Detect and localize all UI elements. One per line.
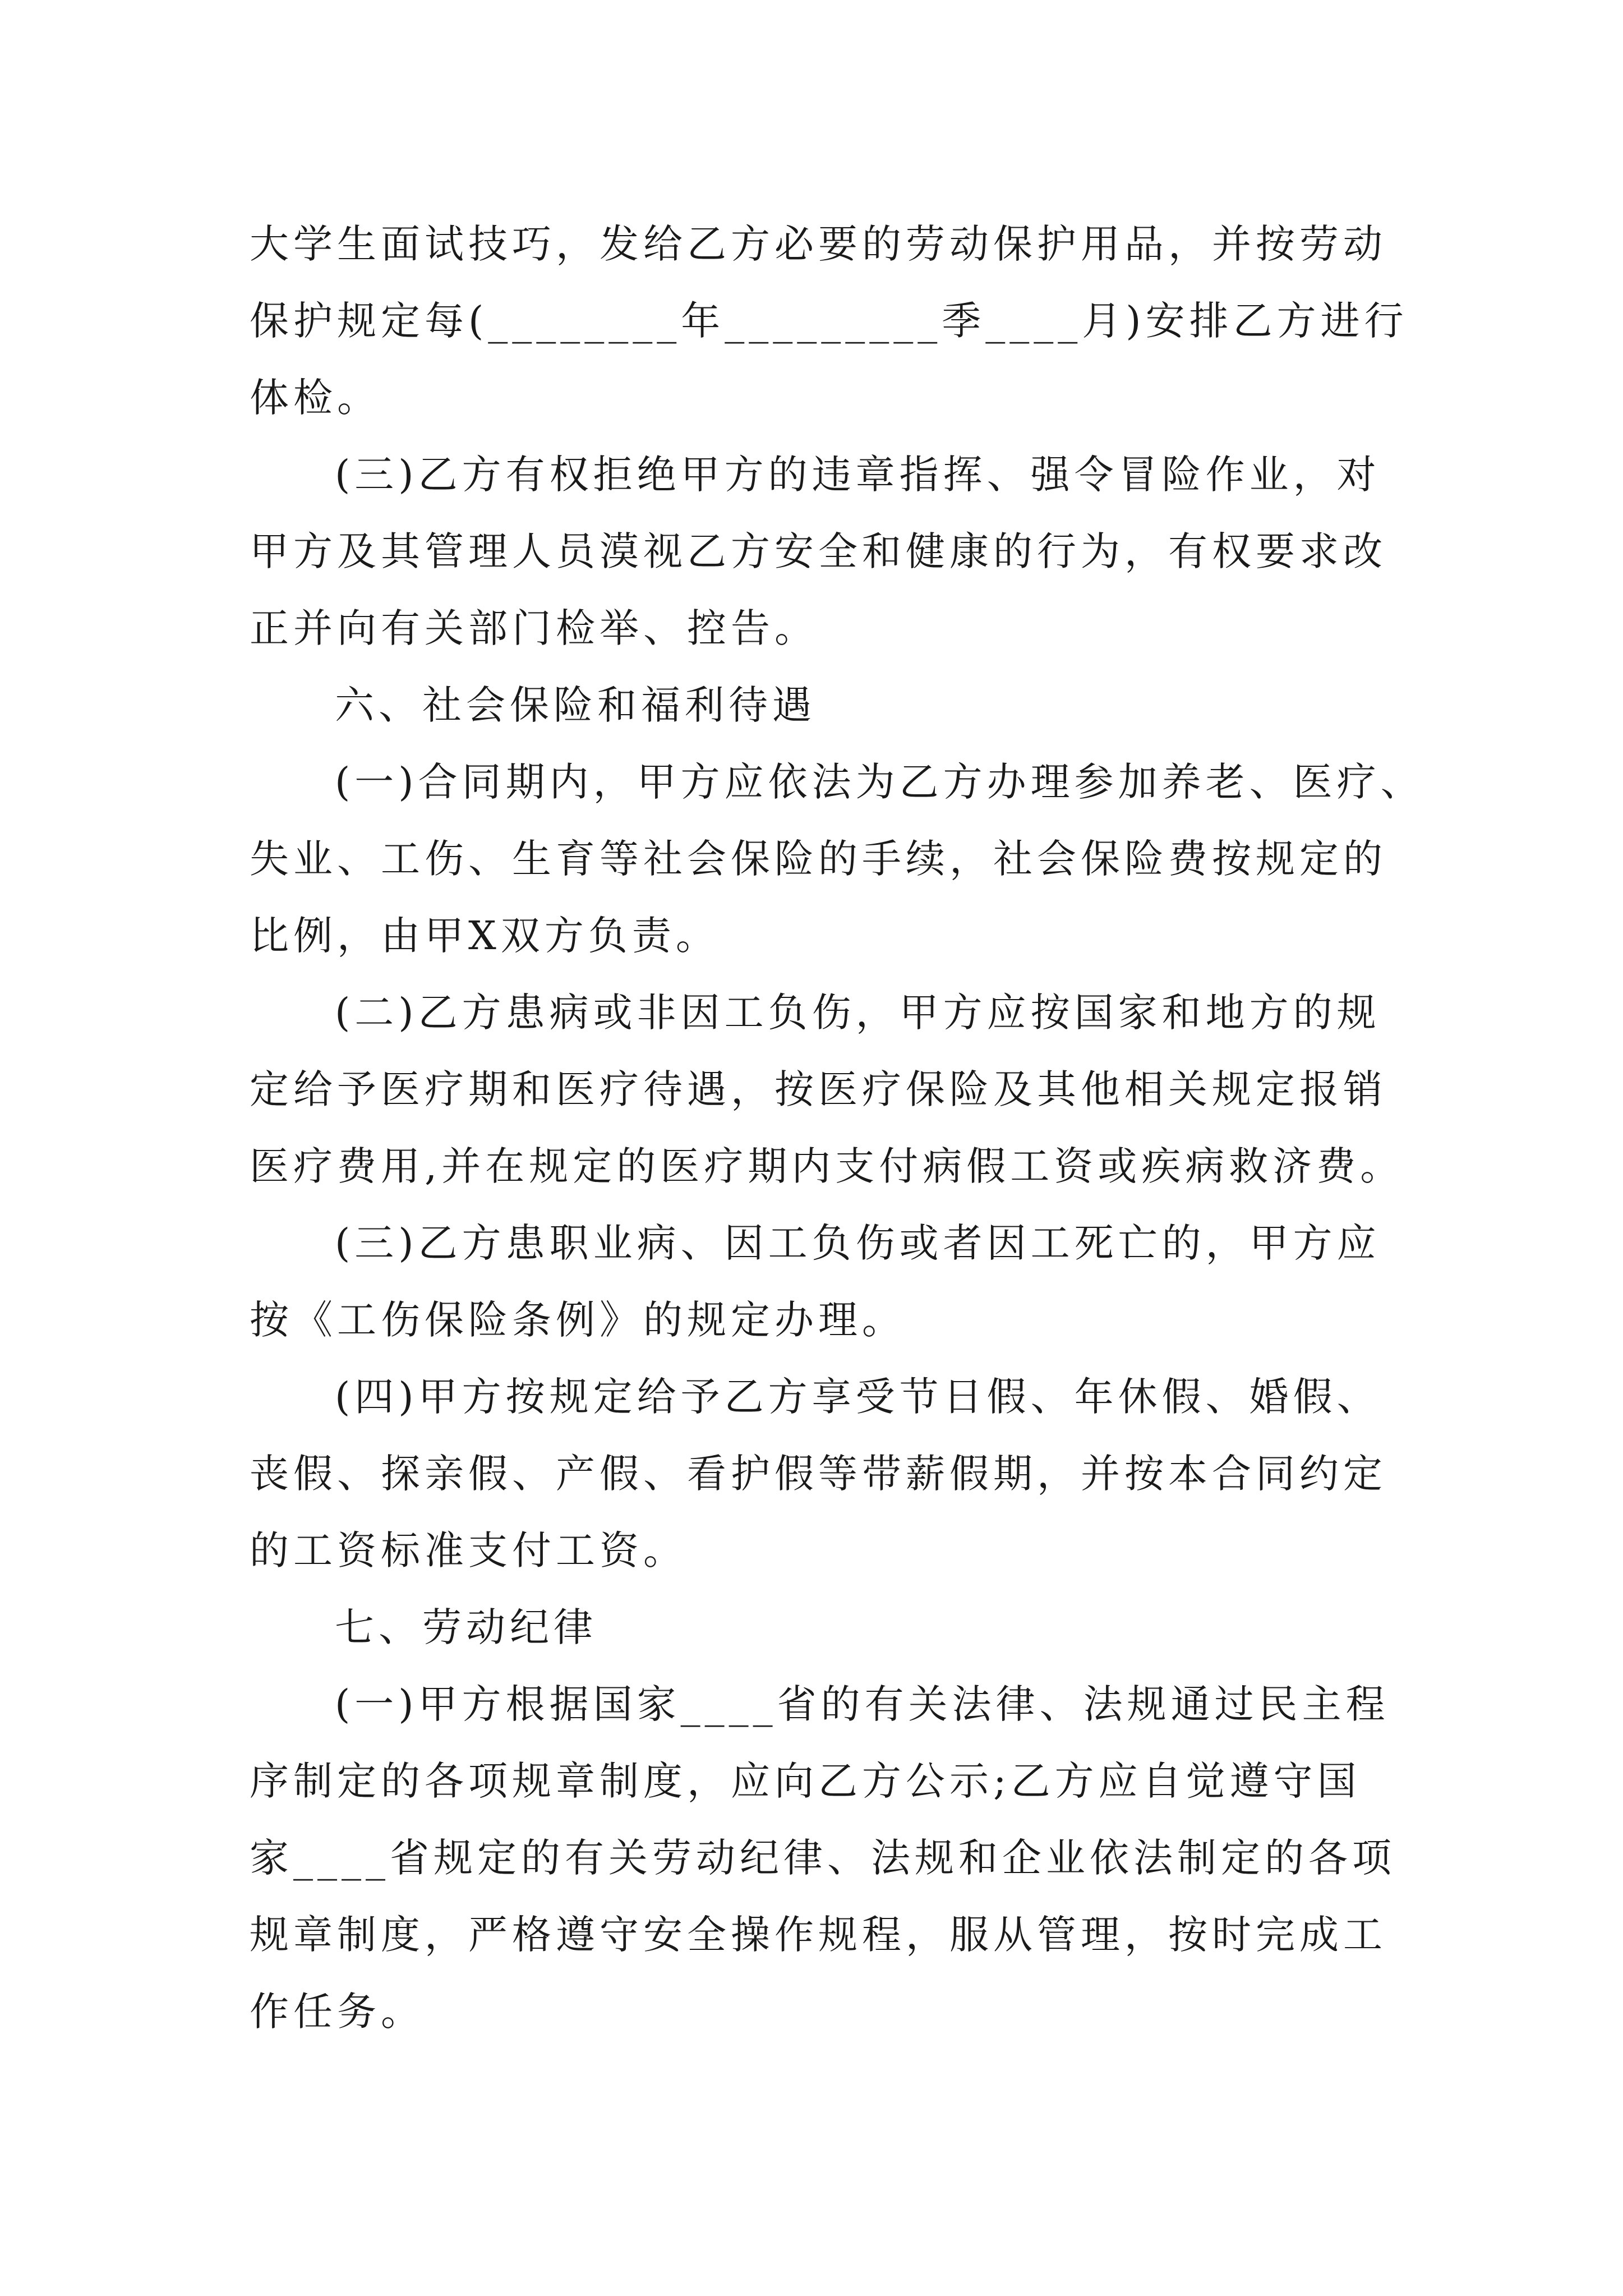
text-line-4: (三)乙方有权拒绝甲方的违章指挥、强令冒险作业，对: [335, 452, 1381, 498]
text-line-12: 定给予医疗期和医疗待遇，按医疗保险及其他相关规定报销: [250, 1066, 1387, 1112]
text-line-9: 失业、工伤、生育等社会保险的手续，社会保险费按规定的: [250, 836, 1387, 882]
section-heading-7: 七、劳动纪律: [335, 1604, 597, 1650]
text-line-1: 大学生面试技巧，发给乙方必要的劳动保护用品，并按劳动: [250, 221, 1387, 267]
text-line-11: (二)乙方患病或非因工负伤，甲方应按国家和地方的规: [335, 990, 1381, 1036]
text-line-13: 医疗费用,并在规定的医疗期内支付病假工资或疾病救济费。: [250, 1143, 1404, 1189]
text-line-20: (一)甲方根据国家____省的有关法律、法规通过民主程: [335, 1681, 1390, 1727]
section-heading-6: 六、社会保险和福利待遇: [335, 682, 816, 728]
text-line-24: 作任务。: [250, 1989, 425, 2035]
text-line-17: 丧假、探亲假、产假、看护假等带薪假期，并按本合同约定: [250, 1451, 1387, 1497]
text-line-21: 序制定的各项规章制度，应向乙方公示;乙方应自觉遵守国: [250, 1758, 1361, 1804]
text-line-18: 的工资标准支付工资。: [250, 1527, 687, 1573]
text-line-16: (四)甲方按规定给予乙方享受节日假、年休假、婚假、: [335, 1374, 1381, 1420]
text-line-5: 甲方及其管理人员漠视乙方安全和健康的行为，有权要求改: [250, 528, 1387, 574]
text-line-8: (一)合同期内，甲方应依法为乙方办理参加养老、医疗、: [335, 759, 1424, 805]
text-line-23: 规章制度，严格遵守安全操作规程，服从管理，按时完成工: [250, 1912, 1387, 1958]
text-line-14: (三)乙方患职业病、因工负伤或者因工死亡的，甲方应: [335, 1220, 1381, 1266]
text-line-6: 正并向有关部门检举、控告。: [250, 605, 818, 651]
text-line-2: 保护规定每(________年_________季____月)安排乙方进行: [250, 298, 1408, 344]
text-line-3: 体检。: [250, 375, 381, 421]
text-line-10: 比例，由甲X双方负责。: [250, 913, 720, 959]
text-line-15: 按《工伤保险条例》的规定办理。: [250, 1297, 906, 1343]
text-line-22: 家____省规定的有关劳动纪律、法规和企业依法制定的各项: [250, 1835, 1396, 1881]
